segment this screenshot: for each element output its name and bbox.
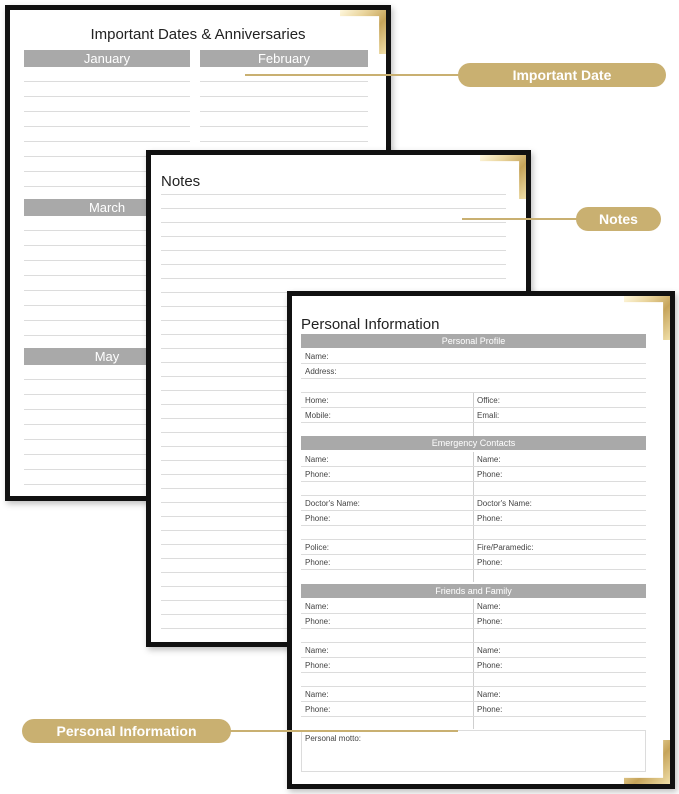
emergency-divider bbox=[473, 452, 474, 582]
field-phone: Phone: bbox=[477, 470, 503, 479]
field-phone: Phone: bbox=[305, 470, 331, 479]
field-fire-paramedic: Fire/Paramedic: bbox=[477, 543, 534, 552]
personal-information-page bbox=[287, 291, 675, 789]
important-dates-title: Important Dates & Anniversaries bbox=[90, 26, 306, 43]
notes-connector bbox=[462, 218, 580, 220]
friends-divider bbox=[473, 599, 474, 729]
notes-title: Notes bbox=[161, 173, 201, 190]
field-phone: Phone: bbox=[305, 558, 331, 567]
field-personal-motto: Personal motto: bbox=[305, 734, 362, 743]
profile-divider bbox=[473, 393, 474, 436]
field-name: Name: bbox=[305, 690, 329, 699]
month-february: February bbox=[200, 50, 368, 67]
field-name: Name: bbox=[477, 690, 501, 699]
section-friends-family: Friends and Family bbox=[301, 584, 646, 598]
field-phone: Phone: bbox=[305, 705, 331, 714]
field-phone: Phone: bbox=[477, 514, 503, 523]
personal-information-connector bbox=[228, 730, 458, 732]
field-name: Name: bbox=[305, 455, 329, 464]
field-doctor-name: Doctor's Name: bbox=[305, 499, 360, 508]
field-police: Police: bbox=[305, 543, 330, 552]
field-phone: Phone: bbox=[477, 705, 503, 714]
field-phone: Phone: bbox=[305, 661, 331, 670]
notes-callout: Notes bbox=[576, 207, 661, 231]
field-office: Office: bbox=[477, 396, 500, 405]
important-date-connector bbox=[245, 74, 460, 76]
field-phone: Phone: bbox=[305, 514, 331, 523]
month-may: May bbox=[24, 348, 190, 365]
personal-information-title: Personal Information bbox=[301, 316, 440, 333]
field-home: Home: bbox=[305, 396, 329, 405]
field-name: Name: bbox=[477, 455, 501, 464]
important-date-callout: Important Date bbox=[458, 63, 666, 87]
section-personal-profile: Personal Profile bbox=[301, 334, 646, 348]
field-name: Name: bbox=[305, 602, 329, 611]
gold-corner-icon bbox=[480, 155, 526, 199]
personal-information-callout: Personal Information bbox=[22, 719, 231, 743]
field-doctor-name: Doctor's Name: bbox=[477, 499, 532, 508]
field-name: Name: bbox=[305, 352, 329, 361]
motto-box bbox=[301, 730, 646, 772]
field-address: Address: bbox=[305, 367, 337, 376]
field-phone: Phone: bbox=[305, 617, 331, 626]
month-january: January bbox=[24, 50, 190, 67]
field-name: Name: bbox=[477, 646, 501, 655]
section-emergency-contacts: Emergency Contacts bbox=[301, 436, 646, 450]
field-phone: Phone: bbox=[477, 558, 503, 567]
field-name: Name: bbox=[305, 646, 329, 655]
field-name: Name: bbox=[477, 602, 501, 611]
field-mobile: Mobile: bbox=[305, 411, 331, 420]
field-phone: Phone: bbox=[477, 617, 503, 626]
month-march: March bbox=[24, 199, 190, 216]
field-phone: Phone: bbox=[477, 661, 503, 670]
field-email: Emali: bbox=[477, 411, 500, 420]
